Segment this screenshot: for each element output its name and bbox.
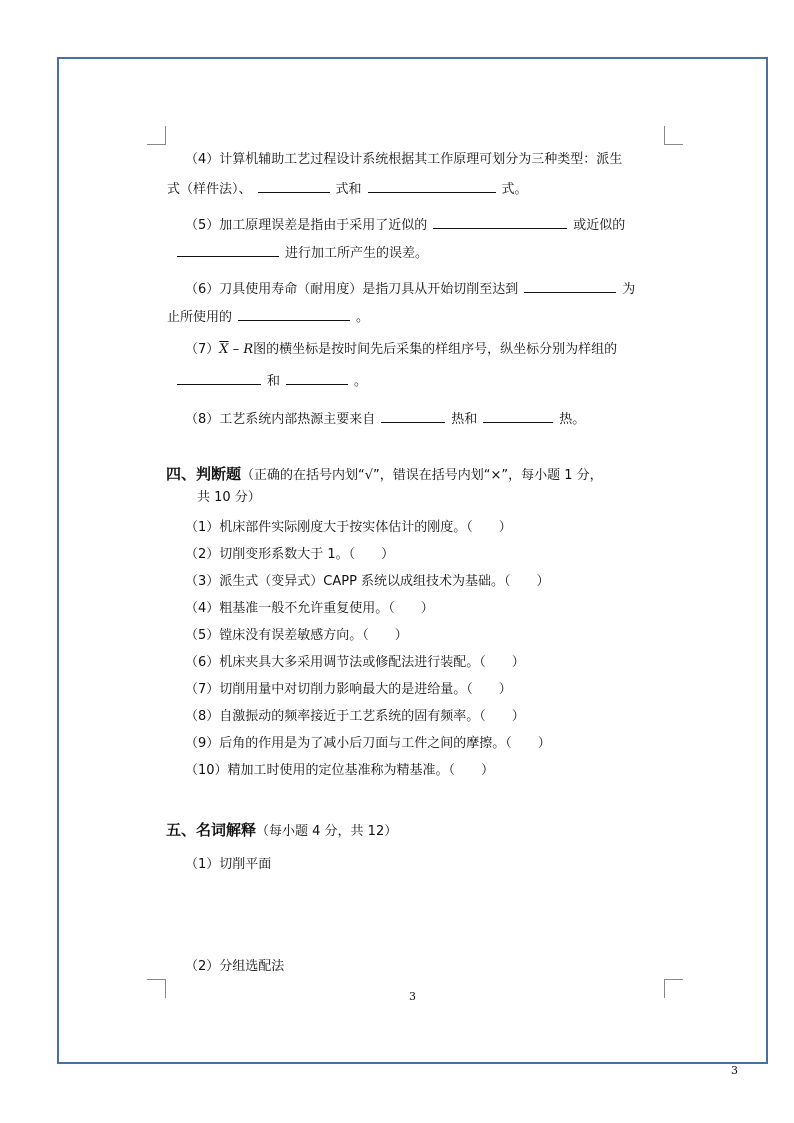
judge-item-10: （10）精加工时使用的定位基准称为精基准。（ ） [185, 763, 495, 778]
section4-heading: 四、判断题（正确的在括号内划“√”，错误在括号内划“×”，每小题 1 分， [166, 465, 603, 483]
term-item-2: （2）分组选配法 [185, 959, 285, 974]
q5-blank-1[interactable] [433, 215, 567, 229]
q6-line1: （6）刀具使用寿命（耐用度）是指刀具从开始切削至达到 为 [185, 279, 635, 299]
judge-item-9: （9）后角的作用是为了减小后刀面与工件之间的摩擦。（ ） [185, 736, 551, 751]
section4-heading-cont: 共 10 分） [197, 490, 261, 505]
crop-mark-top-left [147, 126, 166, 145]
q8-blank-1[interactable] [381, 409, 445, 423]
crop-mark-bottom-right [664, 979, 683, 998]
q6-line2: 止所使用的 。 [167, 307, 369, 327]
judge-item-2: （2）切削变形系数大于 1。（ ） [185, 547, 395, 562]
q5-blank-2[interactable] [177, 243, 279, 257]
q8-blank-2[interactable] [483, 409, 553, 423]
q8-line: （8）工艺系统内部热源主要来自 热和 热。 [185, 409, 585, 429]
q7-blank-2[interactable] [286, 371, 348, 385]
outer-page-number: 3 [731, 1064, 738, 1077]
q4-line2: 式（样件法）、 式和 式。 [167, 179, 528, 199]
q4-blank-1[interactable] [258, 179, 330, 193]
section5-heading: 五、名词解释（每小题 4 分，共 12） [166, 821, 398, 839]
judge-item-7: （7）切削用量中对切削力影响最大的是进给量。（ ） [185, 682, 512, 697]
q5-line2: 进行加工所产生的误差。 [167, 243, 428, 263]
judge-item-1: （1）机床部件实际刚度大于按实体估计的刚度。（ ） [185, 520, 512, 535]
q6-blank-2[interactable] [238, 307, 350, 321]
q7-line1: $(7)\overline{X}$ – R图的横坐标是按时间先后采集的样组序号，纵坐标分别为样组的 [185, 342, 618, 357]
q5-line1: （5）加工原理误差是指由于采用了近似的 或近似的 [185, 215, 625, 235]
q7-blank-1[interactable] [177, 371, 261, 385]
q7-line2: 和 。 [167, 371, 367, 391]
judge-item-8: （8）自激振动的频率接近于工艺系统的固有频率。（ ） [185, 709, 525, 724]
judge-item-6: （6）机床夹具大多采用调节法或修配法进行装配。（ ） [185, 655, 525, 670]
r-symbol: R [243, 342, 254, 357]
crop-mark-top-right [664, 126, 683, 145]
crop-mark-bottom-left [147, 979, 166, 998]
judge-item-5: （5）镗床没有误差敏感方向。（ ） [185, 628, 408, 643]
page-frame [57, 57, 768, 1064]
q4-line1: （4）计算机辅助工艺过程设计系统根据其工作原理可划分为三种类型：派生 [185, 152, 623, 167]
xbar-symbol: $\overline{X}$ [219, 342, 229, 357]
q6-blank-1[interactable] [524, 279, 616, 293]
judge-item-4: （4）粗基准一般不允许重复使用。（ ） [185, 601, 434, 616]
judge-item-3: （3）派生式（变异式）CAPP 系统以成组技术为基础。（ ） [185, 574, 550, 589]
q4-blank-2[interactable] [368, 179, 496, 193]
page-number: 3 [409, 990, 416, 1003]
term-item-1: （1）切削平面 [185, 857, 272, 872]
